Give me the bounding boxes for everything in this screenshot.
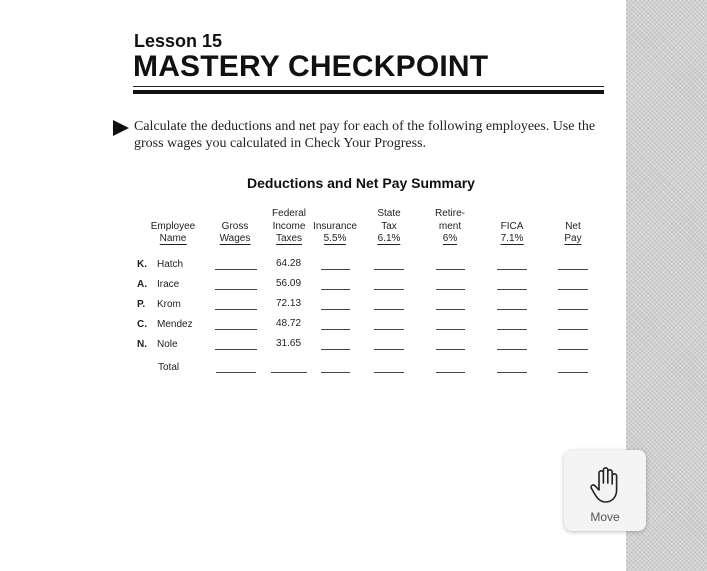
net-pay-total-blank [558,372,588,373]
insurance-blank [321,269,350,270]
gross-wages-total-blank [216,372,256,373]
employee-name: Mendez [157,319,193,330]
move-button[interactable] [564,450,646,531]
fica-blank [497,289,527,290]
row-letter: C. [137,319,147,330]
net-pay-blank [558,289,588,290]
gross-wages-blank [215,309,257,310]
state-tax-blank [374,269,404,270]
gross-wages-blank [215,269,257,270]
hand-icon [589,466,621,504]
state-tax-total-blank [374,372,404,373]
gross-wages-blank [215,329,257,330]
lesson-label: Lesson 15 [134,31,223,51]
retirement-blank [436,349,465,350]
column-header-net-pay: Net Pay [564,220,582,244]
insurance-blank [321,289,350,290]
fica-blank [497,269,527,270]
column-header-employee: Employee Name [150,220,196,244]
employee-name: Irace [157,279,180,290]
title-rule-thin [133,86,604,87]
title-rule-thick [133,90,604,94]
federal-tax-value: 31.65 [276,338,302,349]
federal-tax-value: 56.09 [276,278,302,289]
row-letter: K. [137,259,147,270]
row-letter: A. [137,279,147,290]
state-tax-blank [374,309,404,310]
fica-blank [497,349,527,350]
retirement-blank [436,269,465,270]
row-letter: P. [137,299,146,310]
column-header-fica: FICA 7.1% [500,220,524,244]
state-tax-blank [374,289,404,290]
fica-blank [497,309,527,310]
gross-wages-blank [215,289,257,290]
column-header-insurance: Insurance 5.5% [313,220,357,244]
employee-name: Hatch [157,259,184,270]
net-pay-blank [558,309,588,310]
retirement-blank [436,309,465,310]
employee-name: Krom [157,299,181,310]
total-label: Total [158,362,180,373]
pointer-arrow-icon [113,120,129,136]
gross-wages-blank [215,349,257,350]
federal-tax-value: 72.13 [276,298,302,309]
state-tax-blank [374,349,404,350]
retirement-blank [436,289,465,290]
column-header-federal-income-taxes: Federal Income Taxes [272,208,306,244]
insurance-blank [321,349,350,350]
net-pay-blank [558,269,588,270]
employee-name: Nole [157,339,178,350]
retirement-total-blank [436,372,465,373]
retirement-blank [436,329,465,330]
state-tax-blank [374,329,404,330]
fica-total-blank [497,372,527,373]
table-title: Deductions and Net Pay Summary [247,175,475,191]
column-header-gross-wages: Gross Wages [219,220,251,244]
instruction-text: Calculate the deductions and net pay for each of the following employees. Use the gross wages you calculated in Check Your Progress. [134,119,596,151]
net-pay-blank [558,329,588,330]
insurance-blank [321,309,350,310]
federal-tax-value: 48.72 [276,318,302,329]
federal-total-blank [271,372,307,373]
fica-blank [497,329,527,330]
insurance-total-blank [321,372,350,373]
column-header-state-tax: State Tax 6.1% [377,208,401,244]
page-title: MASTERY CHECKPOINT [133,50,489,83]
insurance-blank [321,329,350,330]
federal-tax-value: 64.28 [276,258,302,269]
row-letter: N. [137,339,147,350]
move-button-label: Move [590,510,620,524]
column-header-retirement: Retire- ment 6% [434,208,466,244]
net-pay-blank [558,349,588,350]
